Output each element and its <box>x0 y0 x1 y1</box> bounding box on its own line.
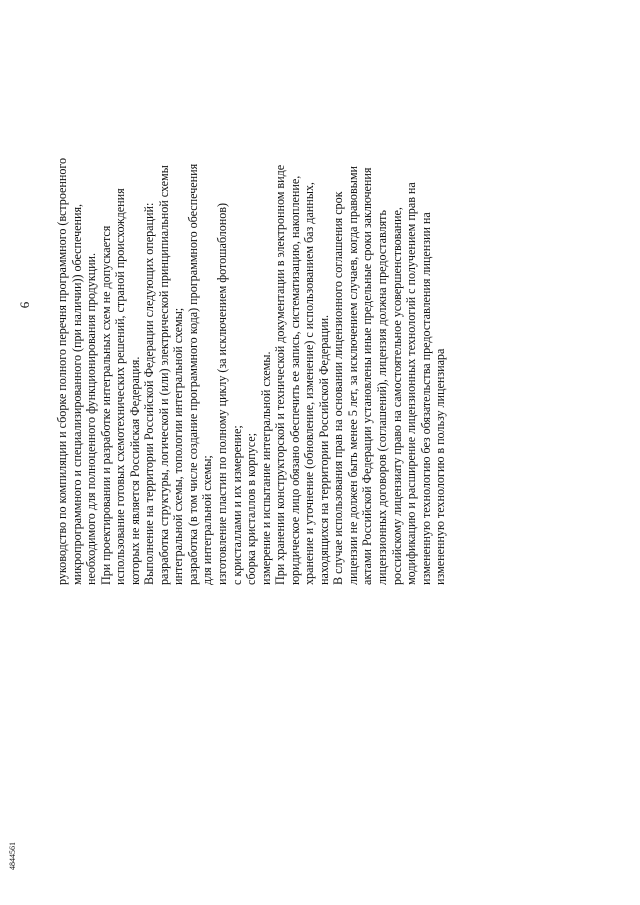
text-line: интегральной схемы, топологии интегральной схемы; <box>171 307 186 585</box>
text-line: лицензионных договоров (соглашений), лицензия должна предоставлять <box>375 210 390 585</box>
text-line: использование готовых схемотехнических решений, страной происхождения <box>113 188 128 585</box>
body-text <box>55 25 448 585</box>
text-line: для интегральной схемы; <box>200 455 215 585</box>
text-line: необходимого для полноценного функционирования продукции. <box>84 252 99 585</box>
text-line: В случае использования прав на основании лицензионного соглашения срок <box>331 191 346 585</box>
text-line: сборка кристаллов в корпусе; <box>244 433 259 585</box>
text-line: лицензии не должен быть менее 5 лет, за исключением случаев, когда правовыми <box>345 166 360 585</box>
text-line: находящихся на территории Российской Федерации. <box>316 314 331 585</box>
text-line: актами Российской Федерации установлены иные предельные сроки заключения <box>360 167 375 585</box>
text-line: микропрограммного и специализированного (при наличии)) обеспечения, <box>69 203 84 585</box>
text-line: модификацию и расширение лицензионных технологий с получением прав на <box>404 182 419 585</box>
text-line: измененную технологию без обязательства предоставления лицензии на <box>418 212 433 585</box>
text-line: изготовление пластин по полному циклу (за исключением фотошаблонов) <box>215 203 230 585</box>
text-line: измененную технологию в пользу лицензиара <box>433 348 448 585</box>
text-line: разработка (в том числе создание программного кода) программного обеспечения <box>185 163 200 585</box>
text-line: которых не является Российская Федерация. <box>127 356 142 585</box>
text-line: Выполнение на территории Российской Федерации следующих операций: <box>142 202 157 585</box>
document-id: 4844561 <box>8 842 17 870</box>
rotated-text-block <box>17 25 525 585</box>
text-line: измерение и испытание интегральной схемы. <box>258 351 273 585</box>
text-line: российскому лицензиату право на самостоятельное усовершенствование, <box>389 207 404 585</box>
text-line: юридическое лицо обязано обеспечить ее запись, систематизацию, накопление, <box>287 175 302 585</box>
text-line: При проектировании и разработке интегральных схем не допускается <box>98 225 113 585</box>
page-number: 6 <box>17 301 32 309</box>
text-line: При хранении конструкторской и технической документации в электронном виде <box>273 164 288 585</box>
text-line: с кристаллами и их измерение; <box>229 425 244 585</box>
text-line: разработка структуры, логической и (или) электрической принципиальной схемы <box>156 165 171 585</box>
text-line: хранение и уточнение (обновление, изменение) с использованием баз данных, <box>302 182 317 585</box>
text-line: руководство по компиляции и сборке полного перечня программного (встроенного <box>55 157 69 585</box>
